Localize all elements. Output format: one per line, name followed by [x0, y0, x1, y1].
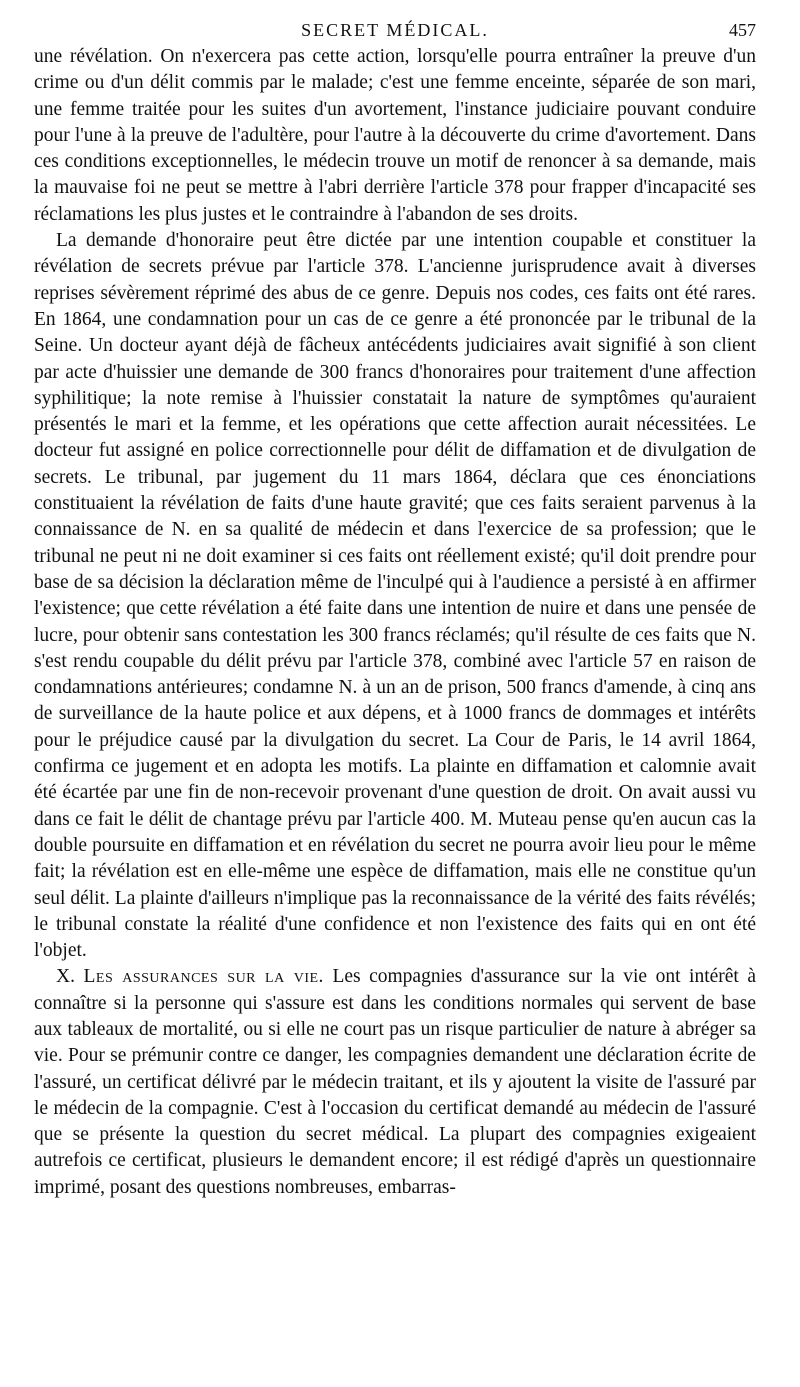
- page-body: [34, 44, 756, 1201]
- section-number: X.: [56, 966, 75, 988]
- running-title: SECRET MÉDICAL.: [301, 20, 489, 40]
- page-number: 457: [729, 20, 756, 40]
- paragraph-honoraire: La demande d'honoraire peut être dictée par une intention coupable et constituer la révélation de secrets prévue par l'article 378. L'ancienne jurisprudence avait à diverses reprises sévèrement réprimé des abus de ce genre. Depuis nos codes, ces faits ont été rares. En 1864, une condamnation pour un cas de ce genre a été prononcée par le tribunal de la Seine. Un docteur ayant déjà de fâcheux antécédents judiciaires avait signifié à son client par acte d'huissier une demande de 300 francs d'honoraires pour traitement d'une affection syphilitique; la note remise à l'huissier constatait la nature de symptômes qu'auraient présentés le mari et la femme, et les opérations que cette affection aurait nécessitées. Le docteur fut assigné en police correctionnelle pour délit de diffamation et de divulgation de secrets. Le tribunal, par jugement du 11 mars 1864, déclara que ces énonciations constituaient la révélation de faits d'une haute gravité; que ces faits seraient parvenus à la connaissance de N. en sa qualité de médecin et dans l'exercice de sa profession; que le tribunal ne peut ni ne doit examiner si ces faits ont réellement existé; qu'il doit prendre pour base de sa décision la déclaration même de l'inculpé qui à l'audience a persisté à en affirmer l'existence; que cette révélation a été faite dans une intention de nuire et dans une pensée de lucre, pour obtenir sans contestation les 300 francs réclamés; qu'il résulte de ces faits que N. s'est rendu coupable du délit prévu par l'article 378, combiné avec l'article 57 en raison de condamnations antérieures; condamne N. à un an de prison, 500 francs d'amende, à cinq ans de surveillance de la haute police et aux dépens, et à 1000 francs de dommages et intérêts pour le préjudice causé par la divulgation du secret. La Cour de Paris, le 14 avril 1864, confirma ce jugement et en adopta les motifs. La plainte en diffamation et calomnie avait été écartée par une fin de non-recevoir provenant d'une question de droit. On avait aussi vu dans ce fait le délit de chantage prévu par l'article 400. M. Muteau pense qu'en aucun cas la double poursuite en diffamation et en révélation du secret ne pourra avoir lieu pour le même fait; la révélation est en elle-même une espèce de diffamation, mais elle ne constitue qu'un seul délit. La plainte d'ailleurs n'implique pas la reconnaissance de la vérité des faits révélés; le tribunal constate la réalité d'une confidence et non l'existence des faits qui en ont été l'objet.: [34, 230, 756, 962]
- page-header: [34, 0, 756, 44]
- section-heading: Les assurances sur la vie.: [83, 966, 324, 988]
- section-assurances: [34, 964, 756, 1201]
- section-text: Les compagnies d'assurance sur la vie ont intérêt à connaître si la personne qui s'assure est dans les conditions normales qui servent de base aux tableaux de mortalité, ou si elle ne court pas un risque particulier de nature à abréger sa vie. Pour se prémunir contre ce danger, les compagnies demandent une déclaration écrite de l'assuré, un certificat délivré par le médecin traitant, et ils y ajoutent la visite de l'assuré par le médecin de la compagnie. C'est à l'occasion du certificat demandé au médecin de l'assuré que se présente la question du secret médical. La plupart des compagnies exigeaient autrefois ce certificat, plusieurs le demandent encore; il est rédigé d'après un questionnaire imprimé, posant des questions nombreuses, embarras-: [34, 966, 757, 1198]
- paragraph-continued: une révélation. On n'exercera pas cette action, lorsqu'elle pourra entraîner la preuve d'un crime ou d'un délit commis par le malade; c'est une femme enceinte, séparée de son mari, une femme traitée pour les suites d'un avortement, l'instance judiciaire pouvant conduire pour l'une à la preuve de l'adultère, pour l'autre à la découverte du crime d'avortement. Dans ces conditions exceptionnelles, le médecin trouve un motif de renoncer à sa demande, mais la mauvaise foi ne peut se mettre à l'abri derrière l'article 378 pour frapper d'incapacité ses réclamations les plus justes et le contraindre à l'abandon de ses droits.: [34, 46, 756, 225]
